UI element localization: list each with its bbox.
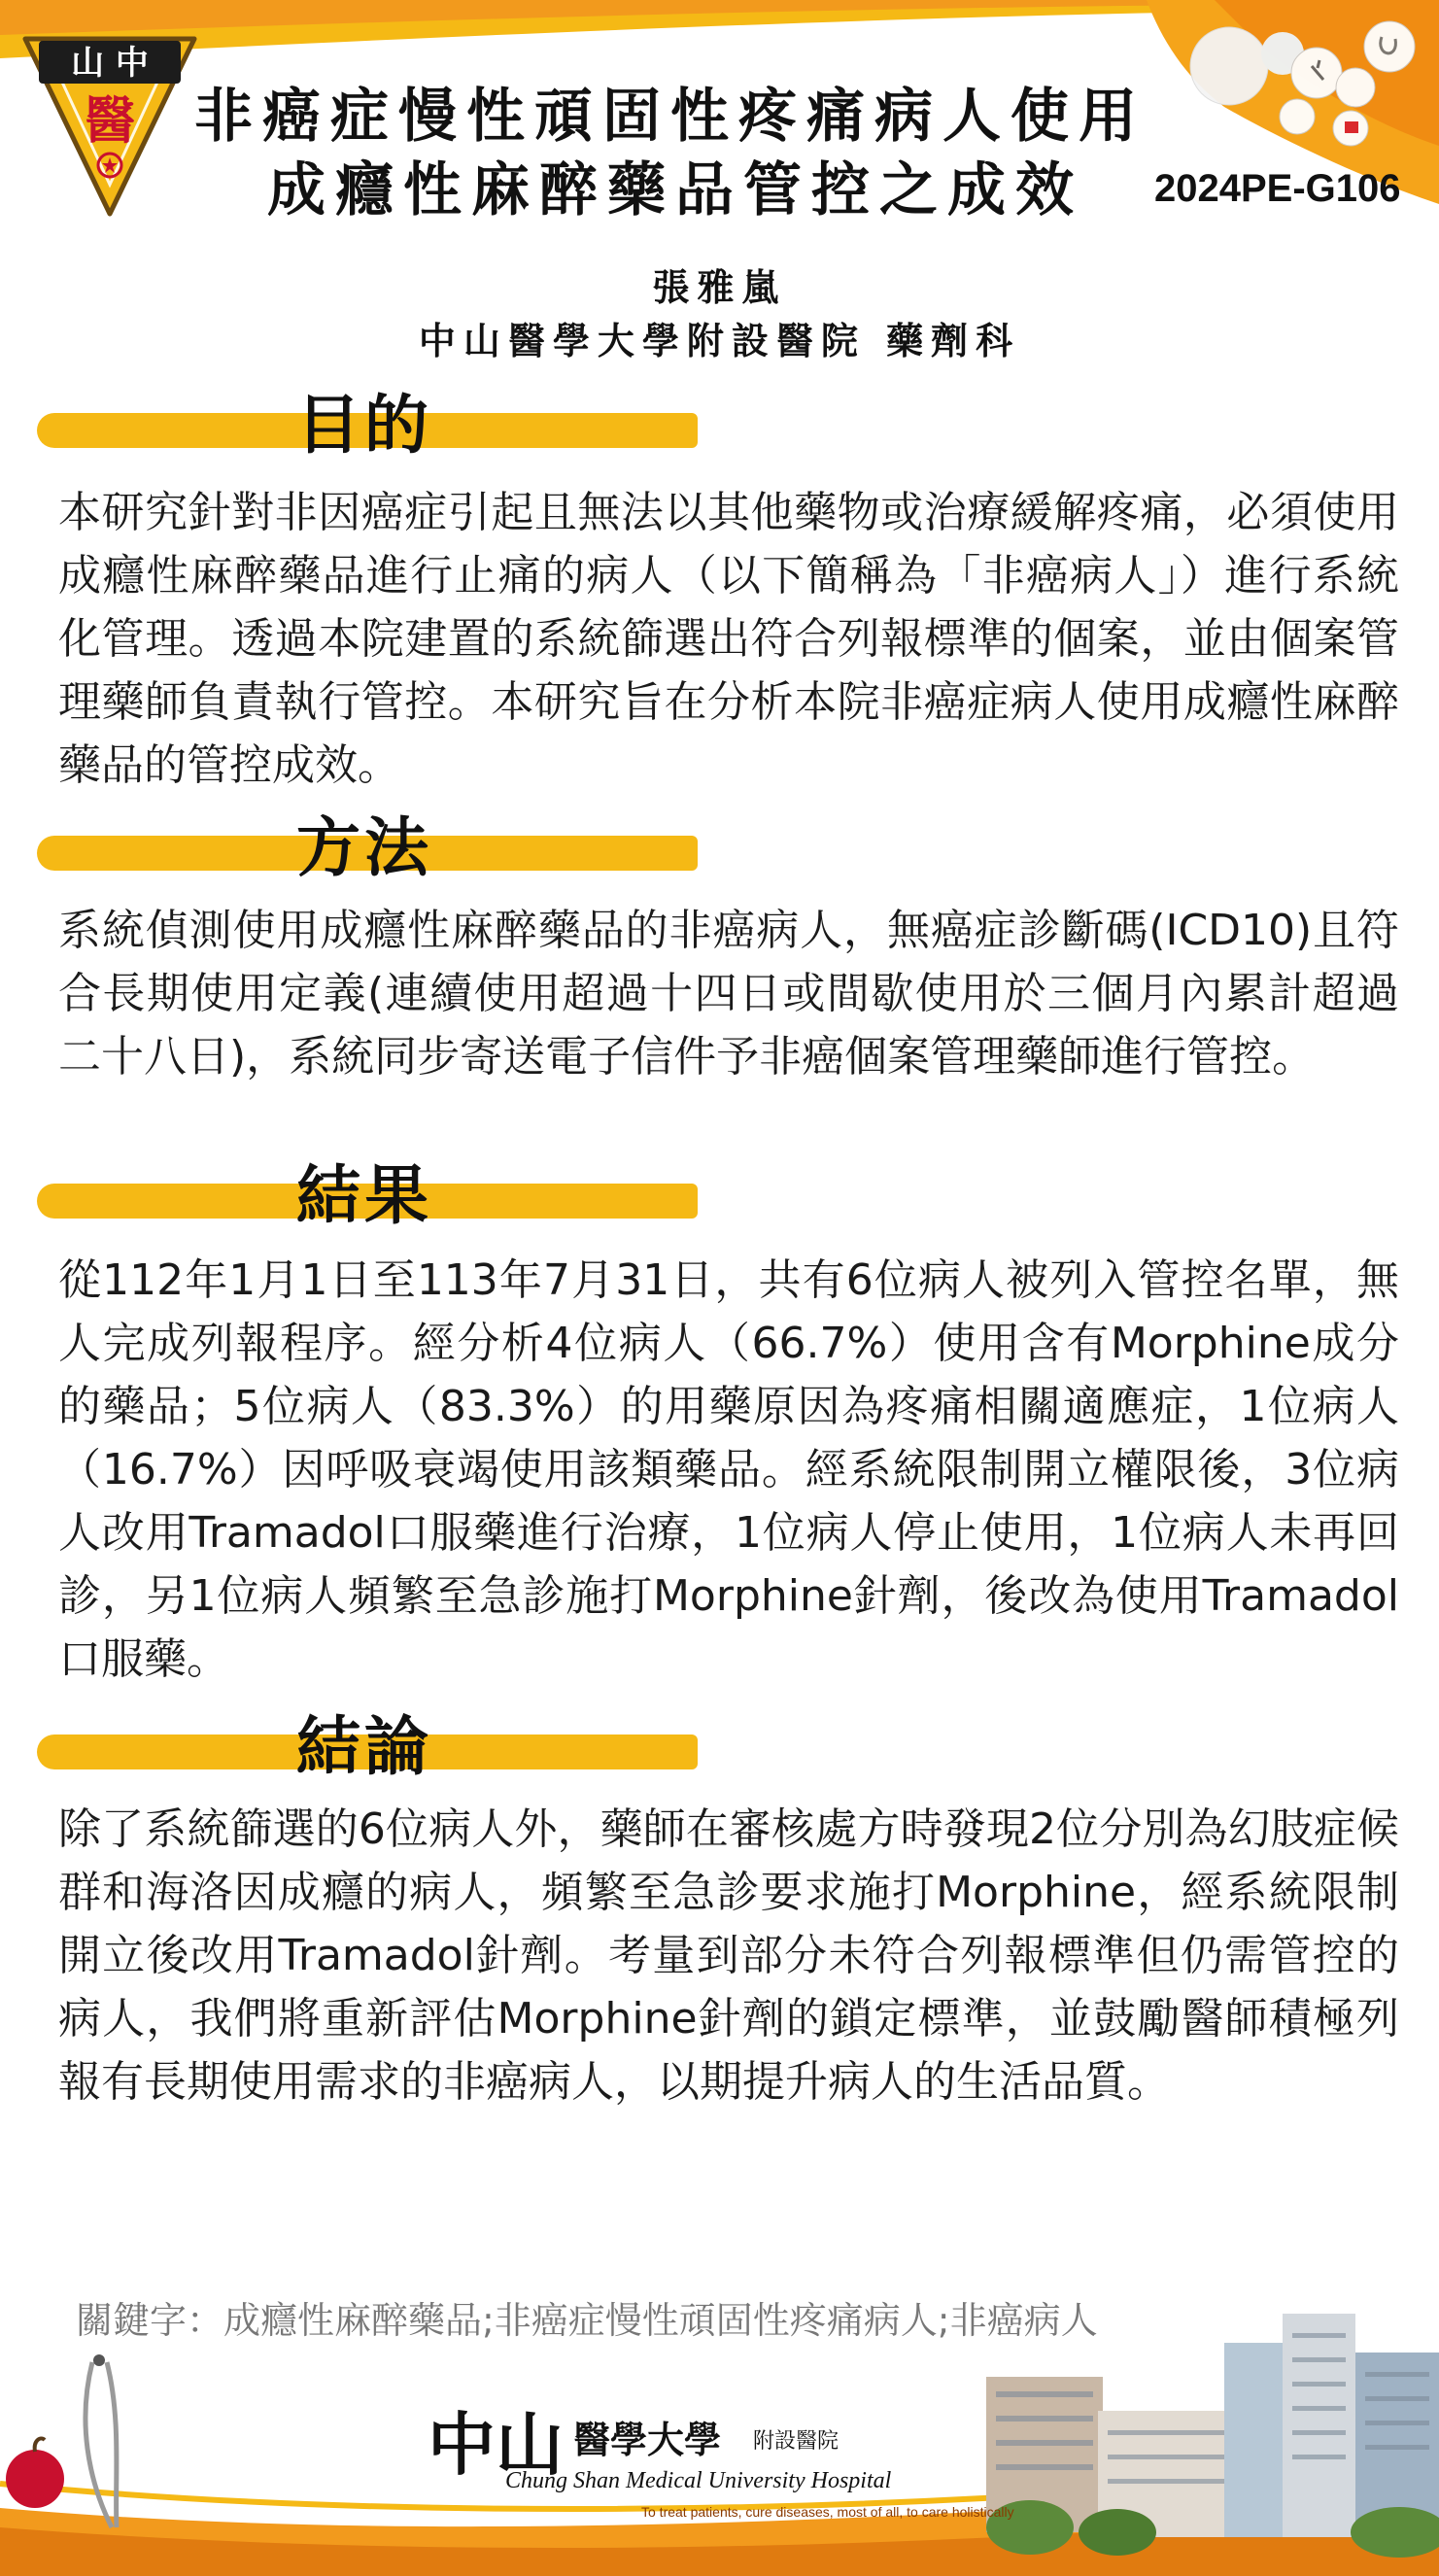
section-title-conclusion: 結論 [296, 1709, 432, 1784]
hospital-logo [17, 29, 202, 223]
poster-code: 2024PE-G106 [1154, 167, 1401, 210]
footer-university-english: Chung Shan Medical University Hospital [505, 2468, 892, 2493]
footer-university-name-2: 醫學大學 [573, 2418, 722, 2461]
stethoscope-illustration [6, 2354, 117, 2527]
footer-hospital-label: 附設醫院 [753, 2429, 839, 2454]
svg-text:醫: 醫 [84, 91, 136, 151]
poster-title-line1: 非癌症慢性頑固性疼痛病人使用 [194, 83, 1147, 151]
poster-title-line2: 成癮性麻醉藥品管控之成效 [267, 156, 1083, 224]
section-body-results: 從112年1月1日至113年7月31日，共有6位病人被列入管控名單，無人完成列報程序。經分析4位病人（66.7%）使用含有Morphine成分的藥品；5位病人（83.3%）的用藥原因為疼痛相關適應症，1位病人（16.7%）因呼吸衰竭使用該類藥品。經系統限制開立權限後，3位病人改用Tramadol口服藥進行治療，1位病人停止使用，1位病人未再回診，另1位病人頻繁至急診施打Morphine針劑，後改為使用Tramadol口服藥。 [58, 1255, 1399, 1684]
section-title-results: 結果 [296, 1158, 432, 1233]
section-title-purpose: 目的 [296, 388, 432, 463]
keywords: 關鍵字：成癮性麻醉藥品;非癌症慢性頑固性疼痛病人;非癌病人 [76, 2299, 1098, 2342]
section-title-methods: 方法 [296, 810, 432, 885]
section-body-conclusion: 除了系統篩選的6位病人外，藥師在審核處方時發現2位分別為幻肢症候群和海洛因成癮的病人，頻繁至急診要求施打Morphine，經系統限制開立後改用Tramadol針劑。考量到部分未符合列報標準但仍需管控的病人，我們將重新評估Morphine針劑的鎖定標準，並鼓勵醫師積極列報有長期使用需求的非癌病人，以期提升病人的生活品質。 [58, 1804, 1399, 2107]
hospital-building-illustration [986, 2314, 1439, 2558]
logo-text: 山 中 [71, 44, 149, 83]
author-name: 張雅嵐 [652, 266, 787, 309]
section-body-methods: 系統偵測使用成癮性麻醉藥品的非癌病人，無癌症診斷碼(ICD10)且符合長期使用定義(連續使用超過十四日或間歇使用於三個月內累計超過二十八日)，系統同步寄送電子信件予非癌個案管理藥師進行管控。 [58, 906, 1399, 1082]
footer-university-name: 中山 [428, 2404, 564, 2485]
section-body-purpose: 本研究針對非因癌症引起且無法以其他藥物或治療緩解疼痛，必須使用成癮性麻醉藥品進行止痛的病人（以下簡稱為「非癌病人」）進行系統化管理。透過本院建置的系統篩選出符合列報標準的個案，並由個案管理藥師負責執行管控。本研究旨在分析本院非癌症病人使用成癮性麻醉藥品的管控成效。 [58, 488, 1399, 790]
footer-motto: To treat patients, cure diseases, most of all, to care holistically [641, 2504, 1014, 2520]
author-affiliation: 中山醫學大學附設醫院 藥劑科 [418, 320, 1021, 362]
